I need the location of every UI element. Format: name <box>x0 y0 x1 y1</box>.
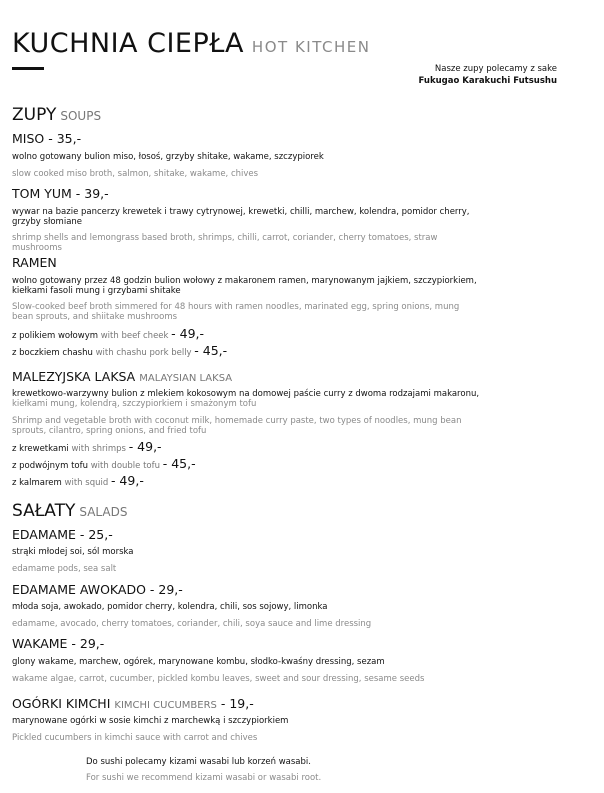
dish-ramen-desc-pl: wolno gotowany przez 48 godzin bulion wołowy z makaronem ramen, marynowanym jajkiem, szczypiorkiem, kiełkami fasoli mung i grzybami shitake <box>12 276 477 296</box>
dish-miso-name: MISO - 35,- <box>12 131 82 146</box>
option-label-en: with double tofu <box>90 461 161 471</box>
dish-miso-desc-en: slow cooked miso broth, salmon, shitake, wakame, chives <box>12 169 259 179</box>
dish-laksa-name <box>12 369 232 384</box>
option-label-en: with beef cheek <box>100 331 169 341</box>
section-salads-title-en: SALADS <box>79 505 128 519</box>
dish-tomyum-name: TOM YUM - 39,- <box>12 186 109 201</box>
dish-kimchi-price: - 19,- <box>220 696 254 711</box>
option-price: - 49,- <box>128 439 162 454</box>
dish-edamame-desc-en: edamame pods, sea salt <box>12 564 117 574</box>
option-label-pl: z kalmarem <box>12 478 62 488</box>
section-soups-heading <box>12 105 101 125</box>
option-label-pl: z podwójnym tofu <box>12 461 88 471</box>
dish-kimchi-name <box>12 696 254 711</box>
dish-ramen-desc-en: Slow-cooked beef broth simmered for 48 hours with ramen noodles, marinated egg, spring onions, mung bean sprouts, and shiitake mushrooms <box>12 302 460 322</box>
sake-line-2: Fukugao Karakuchi Futsushu <box>418 76 557 86</box>
dish-edamame-awokado-desc-en: edamame, avocado, cherry tomatoes, coriander, chili, soya sauce and lime dressing <box>12 619 372 629</box>
page-title-en: HOT KITCHEN <box>251 38 371 56</box>
laksa-option-shrimps <box>12 439 162 454</box>
dish-edamame-desc-pl: strąki młodej soi, sól morska <box>12 547 134 557</box>
dish-ramen-name: RAMEN <box>12 255 57 270</box>
ramen-option-chashu <box>12 343 227 358</box>
option-price: - 45,- <box>162 456 196 471</box>
title-underline <box>12 67 44 70</box>
page-title <box>12 28 370 59</box>
option-label-en: with shrimps <box>71 444 126 454</box>
dish-laksa-desc-pl-1: krewetkowo-warzywny bulion z mlekiem kokosowym na domowej paście curry z dwoma rodzajami makaronu, <box>12 389 480 399</box>
laksa-option-squid <box>12 473 144 488</box>
option-label-en: with chashu pork belly <box>95 348 192 358</box>
option-price: - 45,- <box>194 343 228 358</box>
ramen-option-beef-cheek <box>12 326 204 341</box>
option-price: - 49,- <box>110 473 144 488</box>
dish-laksa-desc-pl-2: kiełkami mung, kolendrą, szczypiorkiem i smażonym tofu <box>12 399 257 409</box>
footer-note-pl: Do sushi polecamy kizami wasabi lub korzeń wasabi. <box>86 757 311 767</box>
dish-wakame-name: WAKAME - 29,- <box>12 636 105 651</box>
dish-wakame-desc-pl: glony wakame, marchew, ogórek, marynowane kombu, słodko-kwaśny dressing, sezam <box>12 657 385 667</box>
section-soups-title-en: SOUPS <box>60 109 102 123</box>
dish-edamame-name: EDAMAME - 25,- <box>12 527 113 542</box>
section-salads-heading <box>12 501 127 521</box>
dish-laksa-name-pl: MALEZYJSKA LAKSA <box>12 369 136 384</box>
page-title-pl: KUCHNIA CIEPŁA <box>12 28 244 59</box>
sake-recommendation <box>419 63 557 87</box>
dish-kimchi-name-en: KIMCHI CUCUMBERS <box>114 700 217 711</box>
option-label-pl: z boczkiem chashu <box>12 348 93 358</box>
dish-edamame-awokado-desc-pl: młoda soja, awokado, pomidor cherry, kolendra, chili, sos sojowy, limonka <box>12 602 328 612</box>
dish-laksa-desc-en: Shrimp and vegetable broth with coconut milk, homemade curry paste, two types of noodles, mung bean sprouts, cilantro, spring onions, and fried tofu <box>12 416 462 436</box>
section-salads-title: SAŁATY <box>12 501 76 521</box>
option-price: - 49,- <box>171 326 205 341</box>
dish-tomyum-desc-pl: wywar na bazie pancerzy krewetek i trawy cytrynowej, krewetki, chilli, marchew, kolendra, pomidor cherry, grzyby słomiane <box>12 207 470 227</box>
section-soups-title: ZUPY <box>12 105 57 125</box>
dish-tomyum-desc-en: shrimp shells and lemongrass based broth, shrimps, chilli, carrot, coriander, cherry tomatoes, straw mushrooms <box>12 233 438 253</box>
footer-note-en: For sushi we recommend kizami wasabi or wasabi root. <box>86 773 322 783</box>
option-label-en: with squid <box>64 478 109 488</box>
dish-wakame-desc-en: wakame algae, carrot, cucumber, pickled kombu leaves, sweet and sour dressing, sesame seeds <box>12 674 425 684</box>
dish-laksa-name-en: MALAYSIAN LAKSA <box>139 373 233 384</box>
dish-kimchi-desc-en: Pickled cucumbers in kimchi sauce with carrot and chives <box>12 733 258 743</box>
laksa-option-double-tofu <box>12 456 196 471</box>
dish-miso-desc-pl: wolno gotowany bulion miso, łosoś, grzyby shitake, wakame, szczypiorek <box>12 152 324 162</box>
dish-kimchi-name-pl: OGÓRKI KIMCHI <box>12 696 111 711</box>
option-label-pl: z polikiem wołowym <box>12 331 99 341</box>
dish-edamame-awokado-name: EDAMAME AWOKADO - 29,- <box>12 582 183 597</box>
option-label-pl: z krewetkami <box>12 444 69 454</box>
sake-line-1: Nasze zupy polecamy z sake <box>434 64 557 74</box>
dish-kimchi-desc-pl: marynowane ogórki w sosie kimchi z marchewką i szczypiorkiem <box>12 716 289 726</box>
